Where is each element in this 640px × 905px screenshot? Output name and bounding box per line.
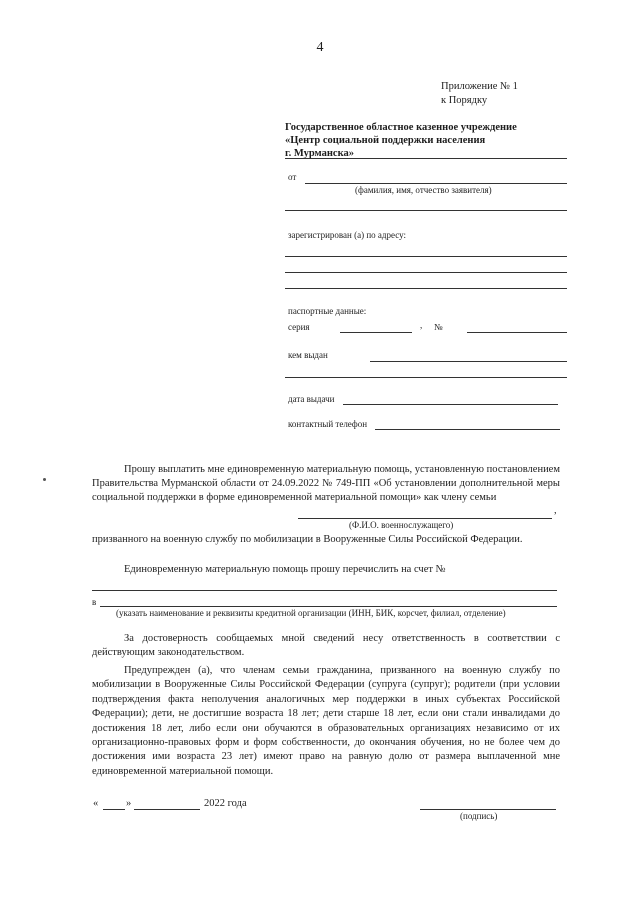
bank-field[interactable]: [100, 606, 557, 607]
number-field[interactable]: [467, 332, 567, 333]
issued-by-field-line-2[interactable]: [285, 377, 567, 378]
date-month-field[interactable]: [134, 809, 200, 810]
date-year: 2022 года: [204, 798, 247, 809]
institution-block: [285, 121, 517, 160]
institution-line-1: Государственное областное казенное учреждение: [285, 122, 517, 133]
institution-underline: [285, 158, 567, 159]
from-field-line-2[interactable]: [285, 210, 567, 211]
series-field[interactable]: [340, 332, 412, 333]
date-open-quote: «: [93, 798, 99, 809]
issue-date-label: дата выдачи: [288, 394, 335, 404]
passport-label: паспортные данные:: [288, 306, 367, 316]
bank-prefix: в: [92, 597, 97, 607]
registered-label: зарегистрирован (а) по адресу:: [288, 230, 406, 240]
appendix-title: Приложение № 1: [441, 81, 518, 92]
institution-line-2: «Центр социальной поддержки населения: [285, 135, 486, 146]
series-comma: ,: [420, 320, 423, 330]
signature-hint: (подпись): [460, 811, 498, 821]
series-label: серия: [288, 322, 310, 332]
phone-label: контактный телефон: [288, 419, 368, 429]
address-field-line-3[interactable]: [285, 288, 567, 289]
responsibility-paragraph: За достоверность сообщаемых мной сведений несу ответственность в соответствии с действующим законодательством.: [92, 633, 560, 658]
phone-field[interactable]: [375, 429, 560, 430]
request-paragraph-end: призванного на военную службу по мобилизации в Вооруженные Силы Российской Федерации.: [92, 534, 523, 545]
issue-date-field[interactable]: [343, 404, 558, 405]
signature-field[interactable]: [420, 809, 556, 810]
from-label: от: [288, 172, 297, 182]
from-field[interactable]: [305, 183, 567, 184]
issued-by-label: кем выдан: [288, 350, 328, 360]
serviceman-hint: (Ф.И.О. военнослужащего): [349, 520, 454, 530]
number-label: №: [434, 322, 443, 332]
serviceman-comma: ,: [554, 505, 557, 516]
date-day-field[interactable]: [103, 809, 125, 810]
appendix-block: [441, 80, 518, 108]
address-field-line-1[interactable]: [285, 256, 567, 257]
page-number: 4: [316, 40, 324, 55]
date-close-quote: »: [126, 798, 132, 809]
account-field[interactable]: [92, 590, 557, 591]
warning-paragraph: Предупрежден (а), что членам семьи гражданина, призванного на военную службу по мобилизации в Вооруженные Силы Российской Федерации (супруга (супруг); родители (при условии подтверждения факта неполучения аналогичных мер поддержки в иных субъектах Российской Федерации); дети, не достигшие возраста 18 лет; дети старше 18 лет, если они стали инвалидами до достижения 18 лет, либо если они обучаются в образовательных организациях независимо от их организационно-правовых форм и форм собственности, до окончания обучения, но не более чем до достижения ими возраста 23 лет) имеют право на равную долю от размера выплаченной мне единовременной материальной помощи.: [92, 665, 560, 777]
appendix-subtitle: к Порядку: [441, 95, 488, 106]
scan-speck: [43, 478, 46, 481]
from-hint: (фамилия, имя, отчество заявителя): [355, 185, 492, 195]
bank-hint: (указать наименование и реквизиты кредитной организации (ИНН, БИК, корсчет, филиал, отделение): [116, 608, 506, 618]
institution-line-3: г. Мурманска»: [285, 148, 354, 159]
serviceman-name-field[interactable]: [298, 518, 552, 519]
issued-by-field[interactable]: [370, 361, 567, 362]
request-paragraph: Прошу выплатить мне единовременную материальную помощь, установленную постановлением Правительства Мурманской области от 24.09.2022 № 749-ПП «Об установлении дополнительной меры социальной поддержки в форме единовременной материальной помощи» как члену семьи: [92, 464, 560, 503]
address-field-line-2[interactable]: [285, 272, 567, 273]
account-line: Единовременную материальную помощь прошу перечислить на счет №: [124, 564, 446, 575]
